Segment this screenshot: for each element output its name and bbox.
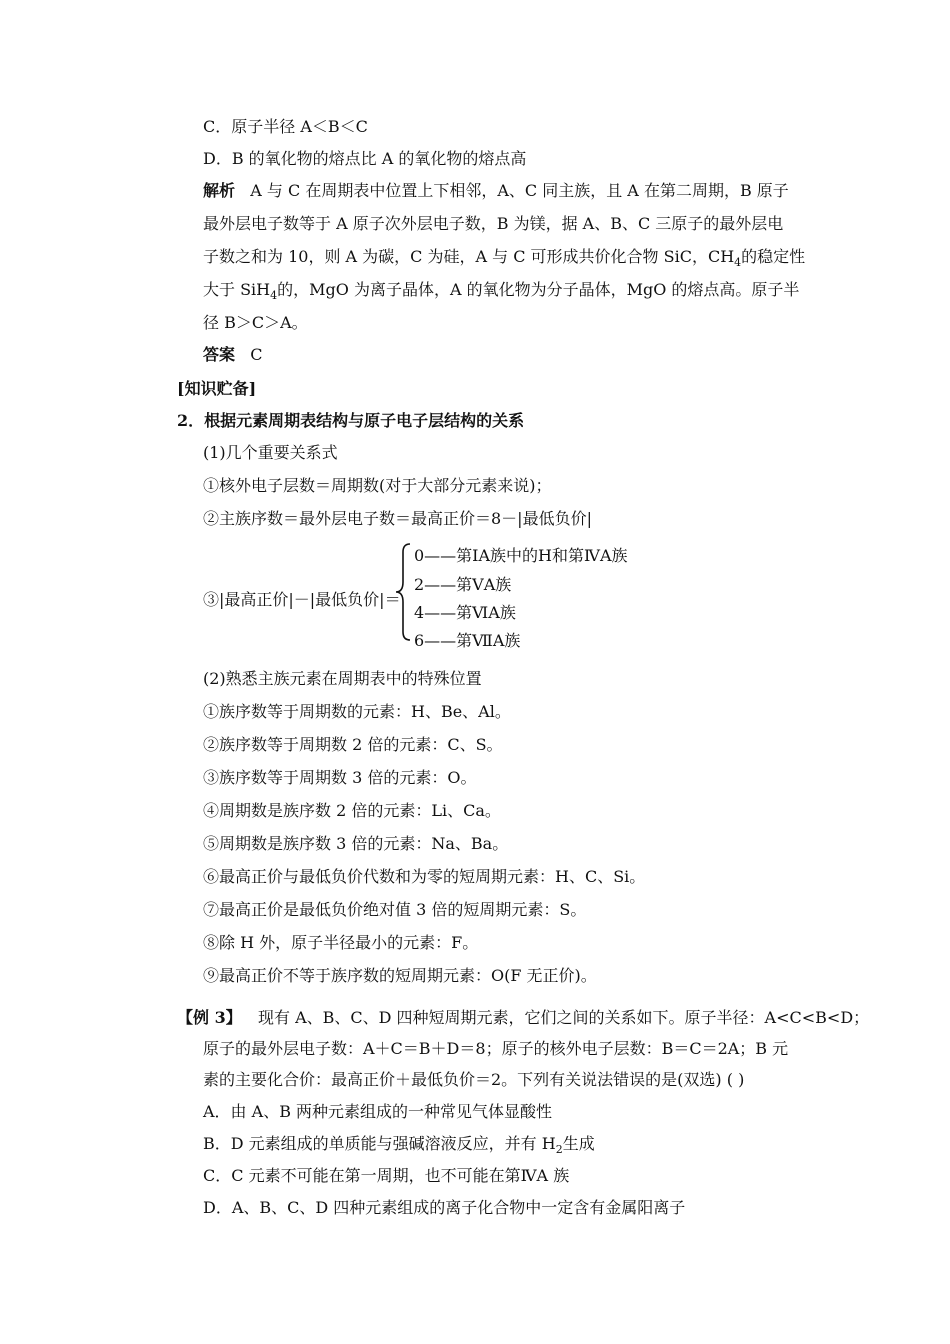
analysis-line-3 <box>203 246 805 268</box>
analysis-label: 解析 <box>203 181 236 200</box>
analysis-line-5: 径 B＞C＞A。 <box>203 313 308 332</box>
sub2-title: (2)熟悉主族元素在周期表中的特殊位置 <box>203 669 482 688</box>
section-title: 2．根据元素周期表结构与原子电子层结构的关系 <box>177 411 525 430</box>
example-line-2: 原子的最外层电子数：A＋C＝B＋D＝8；原子的核外电子层数：B＝C＝2A；B 元 <box>203 1039 789 1058</box>
example-option-d: D．A、B、C、D 四种元素组成的离子化合物中一定含有金属阳离子 <box>203 1198 686 1217</box>
subscript: 4 <box>270 289 278 302</box>
example-label: 【例 3】 <box>177 1008 242 1027</box>
analysis-text-4a: 大于 SiH <box>203 280 271 299</box>
position-item: ⑦最高正价是最低负价绝对值 3 倍的短周期元素：S。 <box>203 900 587 919</box>
option-d: D．B 的氧化物的熔点比 A 的氧化物的熔点高 <box>203 149 527 168</box>
answer-value: C <box>250 345 263 364</box>
position-item: ④周期数是族序数 2 倍的元素：Li、Ca。 <box>203 801 501 820</box>
analysis-line-4 <box>203 279 799 301</box>
analysis-line-1 <box>203 180 789 202</box>
answer-label: 答案 <box>203 345 236 364</box>
position-item: ⑧除 H 外，原子半径最小的元素：F。 <box>203 933 479 952</box>
analysis-text-3: 子数之和为 10，则 A 为碳，C 为硅，A 与 C 可形成共价化合物 SiC，CH <box>203 247 735 266</box>
position-item: ③族序数等于周期数 3 倍的元素：O。 <box>203 768 477 787</box>
answer-line <box>203 344 263 366</box>
relation-2: ②主族序数＝最外层电子数＝最高正价＝8－|最低负价| <box>203 509 592 528</box>
knowledge-header: [知识贮备] <box>177 379 257 398</box>
example-option-c: C．C 元素不可能在第一周期，也不可能在第ⅣA 族 <box>203 1166 570 1185</box>
position-item: ①族序数等于周期数的元素：H、Be、Al。 <box>203 702 511 721</box>
example-option-b <box>203 1133 595 1155</box>
analysis-text-4b: 的，MgO 为离子晶体，A 的氧化物为分子晶体，MgO 的熔点高。原子半 <box>277 280 800 299</box>
example-line-1: 现有 A、B、C、D 四种短周期元素，它们之间的关系如下。原子半径：A<C<B<D； <box>258 1008 870 1027</box>
subscript: 4 <box>734 256 742 269</box>
relation-3-case: 0——第ⅠA族中的H和第ⅣA族 <box>414 546 628 565</box>
relation-3-case: 2——第ⅤA族 <box>414 575 512 594</box>
relation-3-case: 4——第ⅥA族 <box>414 603 516 622</box>
sub1-title: (1)几个重要关系式 <box>203 443 338 462</box>
example-line-3: 素的主要化合价：最高正价＋最低负价＝2。下列有关说法错误的是(双选) ( ) <box>203 1070 745 1089</box>
relation-3-label: ③|最高正价|－|最低负价|＝ <box>203 590 401 609</box>
analysis-text-1: A 与 C 在周期表中位置上下相邻，A、C 同主族，且 A 在第二周期，B 原子 <box>250 181 789 200</box>
example-option-a: A．由 A、B 两种元素组成的一种常见气体显酸性 <box>203 1102 553 1121</box>
option-b-end: 生成 <box>562 1134 595 1153</box>
position-item: ⑤周期数是族序数 3 倍的元素：Na、Ba。 <box>203 834 509 853</box>
position-item: ②族序数等于周期数 2 倍的元素：C、S。 <box>203 735 503 754</box>
relation-3-case: 6——第ⅦA族 <box>414 631 521 650</box>
position-item: ⑨最高正价不等于族序数的短周期元素：O(F 无正价)。 <box>203 966 597 985</box>
relation-1: ①核外电子层数＝周期数(对于大部分元素来说)； <box>203 476 552 495</box>
curly-brace-icon <box>394 542 414 642</box>
option-c: C．原子半径 A＜B＜C <box>203 117 368 136</box>
analysis-line-2: 最外层电子数等于 A 原子次外层电子数，B 为镁，据 A、B、C 三原子的最外层电 <box>203 214 784 233</box>
option-b-text: B．D 元素组成的单质能与强碱溶液反应，并有 H <box>203 1134 556 1153</box>
position-item: ⑥最高正价与最低负价代数和为零的短周期元素：H、C、Si。 <box>203 867 646 886</box>
subscript: 2 <box>555 1143 563 1156</box>
analysis-text-3-end: 的稳定性 <box>741 247 806 266</box>
